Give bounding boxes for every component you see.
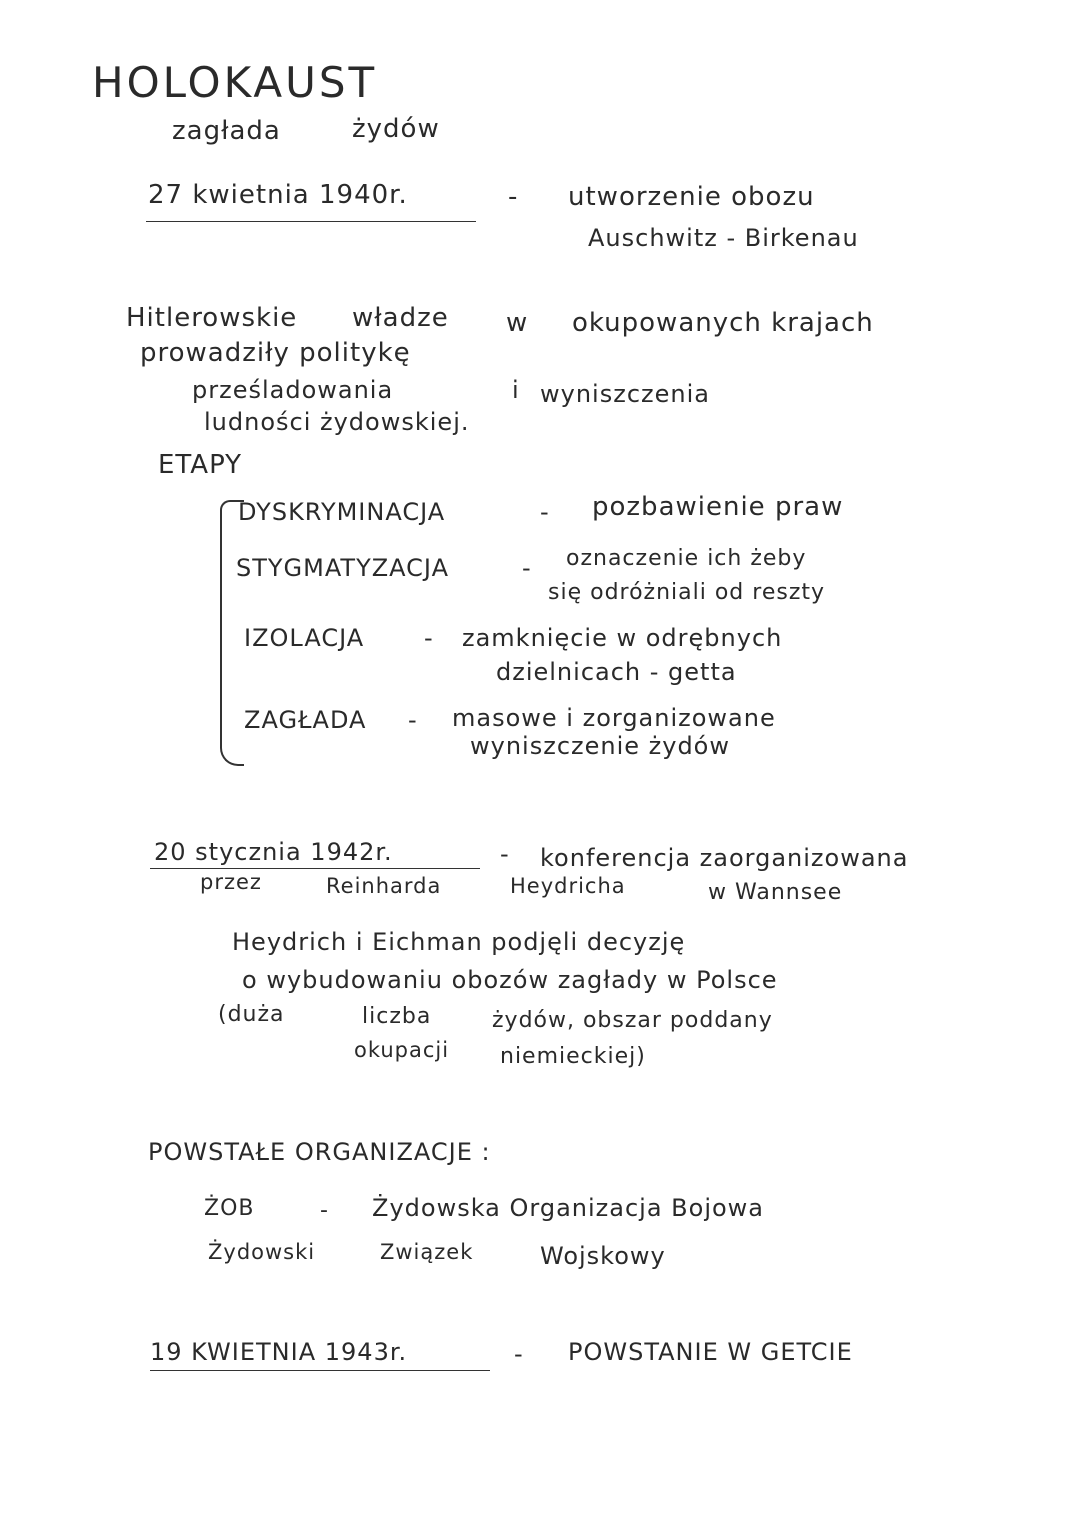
- stages-label: ETAPY: [158, 450, 243, 480]
- zob-dash: -: [320, 1198, 329, 1223]
- event3-underline: [150, 1370, 490, 1371]
- policy-line3c: wyniszczenia: [540, 380, 710, 408]
- event1-dash: -: [508, 182, 519, 212]
- stage-desc: masowe i zorganizowane: [452, 704, 776, 732]
- policy-line1a: Hitlerowskie: [126, 303, 298, 333]
- event2-desc: konferencja zaorganizowana: [540, 844, 909, 872]
- policy-line1b: władze: [352, 303, 449, 333]
- stage-desc: oznaczenie ich żeby: [566, 546, 807, 571]
- stage-name: ZAGŁADA: [244, 706, 367, 734]
- decision-line4a: okupacji: [354, 1038, 450, 1062]
- event1-desc-line2: Auschwitz - Birkenau: [588, 224, 859, 252]
- stage-name: IZOLACJA: [244, 624, 365, 652]
- zob-full: Żydowska Organizacja Bojowa: [372, 1194, 765, 1222]
- event2-name1: Reinharda: [326, 874, 442, 898]
- subtitle-word: zagłada: [172, 116, 281, 146]
- decision-line3c: żydów, obszar poddany: [492, 1008, 773, 1033]
- event2-by: przez: [200, 870, 262, 894]
- policy-line3b: i: [512, 376, 520, 404]
- zzw-word2: Związek: [380, 1240, 474, 1264]
- event2-dash: -: [500, 840, 510, 868]
- stage-dash: -: [522, 554, 532, 582]
- event1-underline: [146, 221, 476, 222]
- stages-bracket: [220, 500, 244, 766]
- event3-date: 19 KWIETNIA 1943r.: [150, 1338, 408, 1366]
- stage-dash: -: [424, 624, 434, 652]
- stage-desc: zamknięcie w odrębnych: [462, 624, 783, 652]
- event2-place: w Wannsee: [708, 880, 843, 905]
- decision-line3b: liczba: [362, 1004, 432, 1029]
- policy-line2: prowadziły politykę: [140, 338, 411, 368]
- event3-desc: POWSTANIE W GETCIE: [568, 1338, 853, 1366]
- decision-line1: Heydrich i Eichman podjęli decyzję: [232, 928, 686, 956]
- event3-dash: -: [514, 1340, 524, 1368]
- policy-line3a: prześladowania: [192, 376, 394, 404]
- event2-underline: [150, 868, 480, 869]
- stage-dash: -: [540, 498, 550, 526]
- policy-line1c: w: [506, 308, 529, 338]
- organizations-label: POWSTAŁE ORGANIZACJE :: [148, 1138, 491, 1166]
- subtitle-word: żydów: [352, 114, 440, 144]
- policy-line1d: okupowanych krajach: [572, 308, 874, 338]
- event1-date: 27 kwietnia 1940r.: [148, 180, 408, 210]
- zob-abbrev: ŻOB: [204, 1196, 255, 1221]
- stage-desc-cont: wyniszczenie żydów: [470, 732, 730, 760]
- event2-date: 20 stycznia 1942r.: [154, 838, 393, 866]
- event1-desc-line1: utworzenie obozu: [568, 182, 815, 212]
- stage-name: DYSKRYMINACJA: [238, 498, 446, 526]
- stage-desc-cont: dzielnicach - getta: [496, 658, 737, 686]
- zzw-word1: Żydowski: [208, 1240, 316, 1264]
- stage-dash: -: [408, 706, 418, 734]
- policy-line4: ludności żydowskiej.: [204, 408, 470, 436]
- zzw-word3: Wojskowy: [540, 1242, 666, 1270]
- page-title: HOLOKAUST: [92, 58, 378, 107]
- stage-name: STYGMATYZACJA: [236, 554, 450, 582]
- stage-desc: pozbawienie praw: [592, 492, 844, 522]
- decision-line2: o wybudowaniu obozów zagłady w Polsce: [242, 966, 778, 994]
- event2-name2: Heydricha: [510, 874, 626, 898]
- decision-line3a: (duża: [218, 1002, 285, 1027]
- decision-line4b: niemieckiej): [500, 1044, 646, 1069]
- stage-desc-cont: się odróżniali od reszty: [548, 580, 826, 605]
